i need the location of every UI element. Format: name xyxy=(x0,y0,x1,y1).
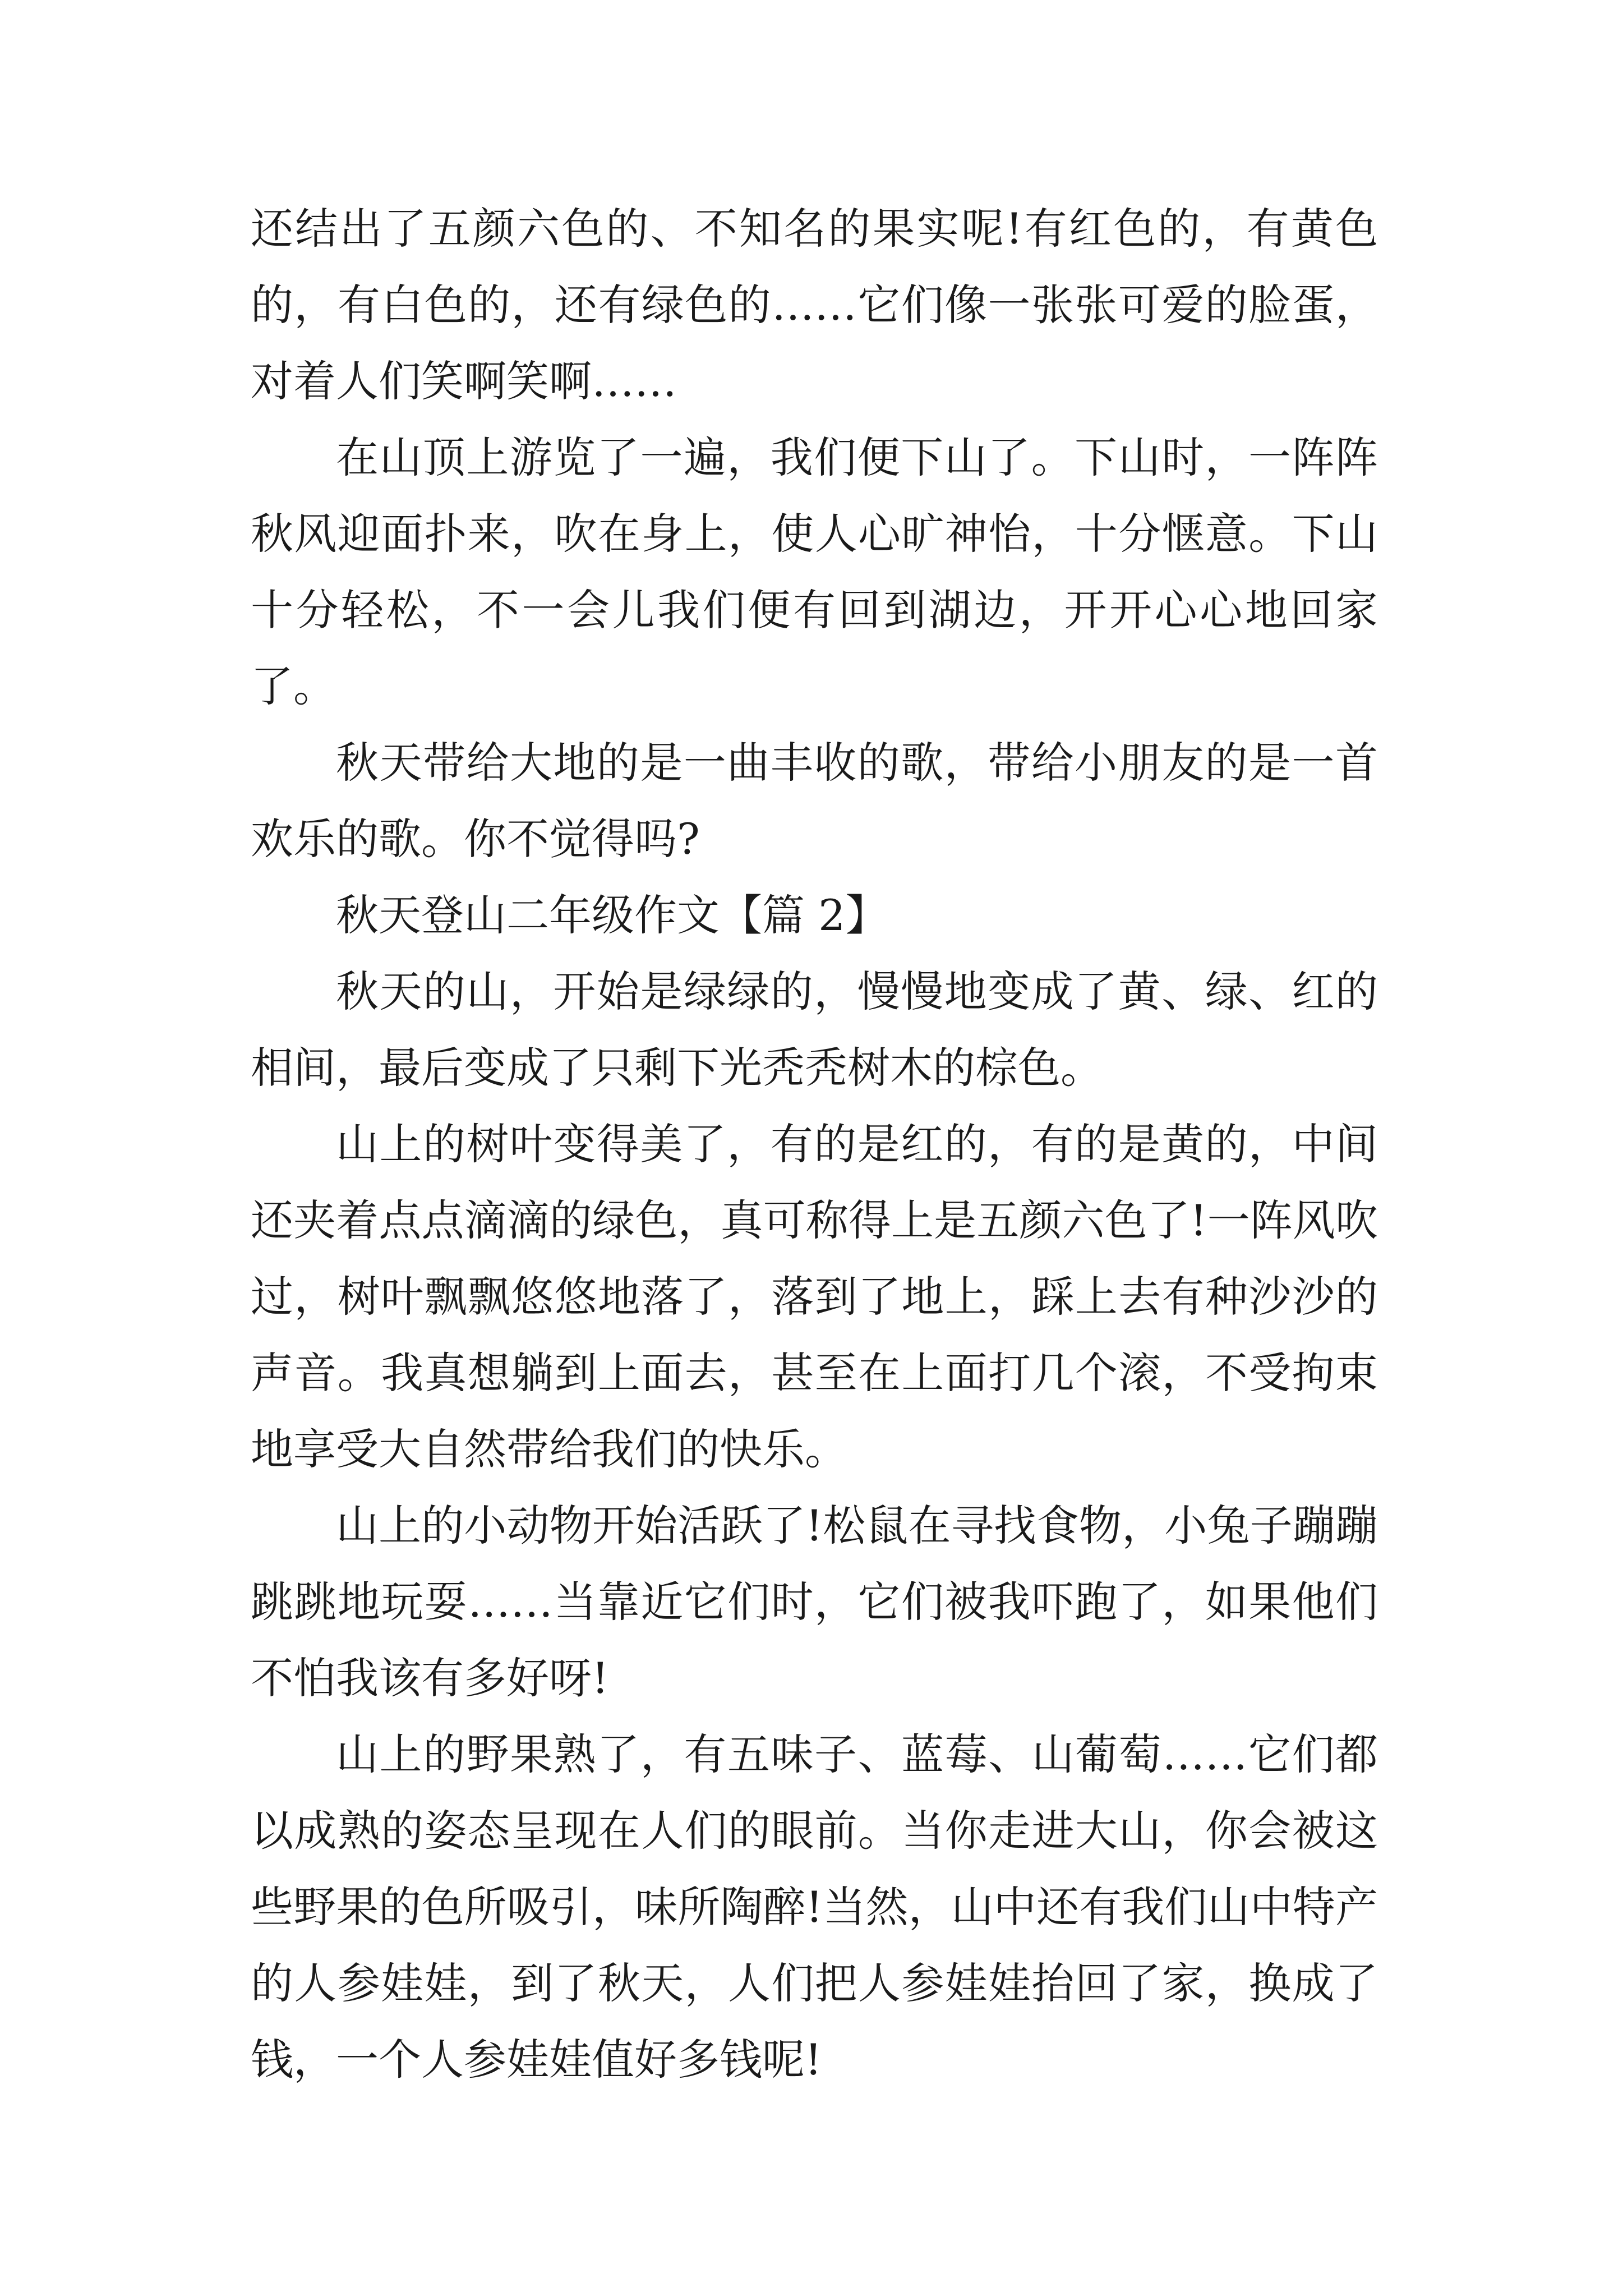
document-body xyxy=(251,191,1378,2098)
paragraph-animals: 山上的小动物开始活跃了!松鼠在寻找食物，小兔子蹦蹦跳跳地玩耍……当靠近它们时，它们被我吓跑了，如果他们不怕我该有多好呀! xyxy=(251,1501,1378,1703)
paragraph-mountain-colors: 秋天的山，开始是绿绿的，慢慢地变成了黄、绿、红的相间，最后变成了只剩下光秃秃树木的棕色。 xyxy=(251,967,1378,1093)
essay-heading-part-2: 秋天登山二年级作文【篇 2】 xyxy=(336,890,888,940)
paragraph-autumn-song: 秋天带给大地的是一曲丰收的歌，带给小朋友的是一首欢乐的歌。你不觉得吗? xyxy=(251,738,1378,864)
paragraph-wild-fruits: 山上的野果熟了，有五味子、蓝莓、山葡萄……它们都以成熟的姿态呈现在人们的眼前。当你走进大山，你会被这些野果的色所吸引，味所陶醉!当然，山中还有我们山中特产的人参娃娃，到了秋天，人们把人参娃娃抬回了家，换成了钱，一个人参娃娃值好多钱呢! xyxy=(251,1729,1378,2085)
paragraph-fruit-colors: 还结出了五颜六色的、不知名的果实呢!有红色的，有黄色的，有白色的，还有绿色的……它们像一张张可爱的脸蛋，对着人们笑啊笑啊…… xyxy=(251,204,1378,406)
paragraph-leaves: 山上的树叶变得美了，有的是红的，有的是黄的，中间还夹着点点滴滴的绿色，真可称得上是五颜六色了!一阵风吹过，树叶飘飘悠悠地落了，落到了地上，踩上去有种沙沙的声音。我真想躺到上面去，甚至在上面打几个滚，不受拘束地享受大自然带给我们的快乐。 xyxy=(251,1119,1378,1474)
paragraph-descending-mountain: 在山顶上游览了一遍，我们便下山了。下山时，一阵阵秋风迎面扑来，吹在身上，使人心旷神怡，十分惬意。下山十分轻松，不一会儿我们便有回到湖边，开开心心地回家了。 xyxy=(251,432,1378,711)
